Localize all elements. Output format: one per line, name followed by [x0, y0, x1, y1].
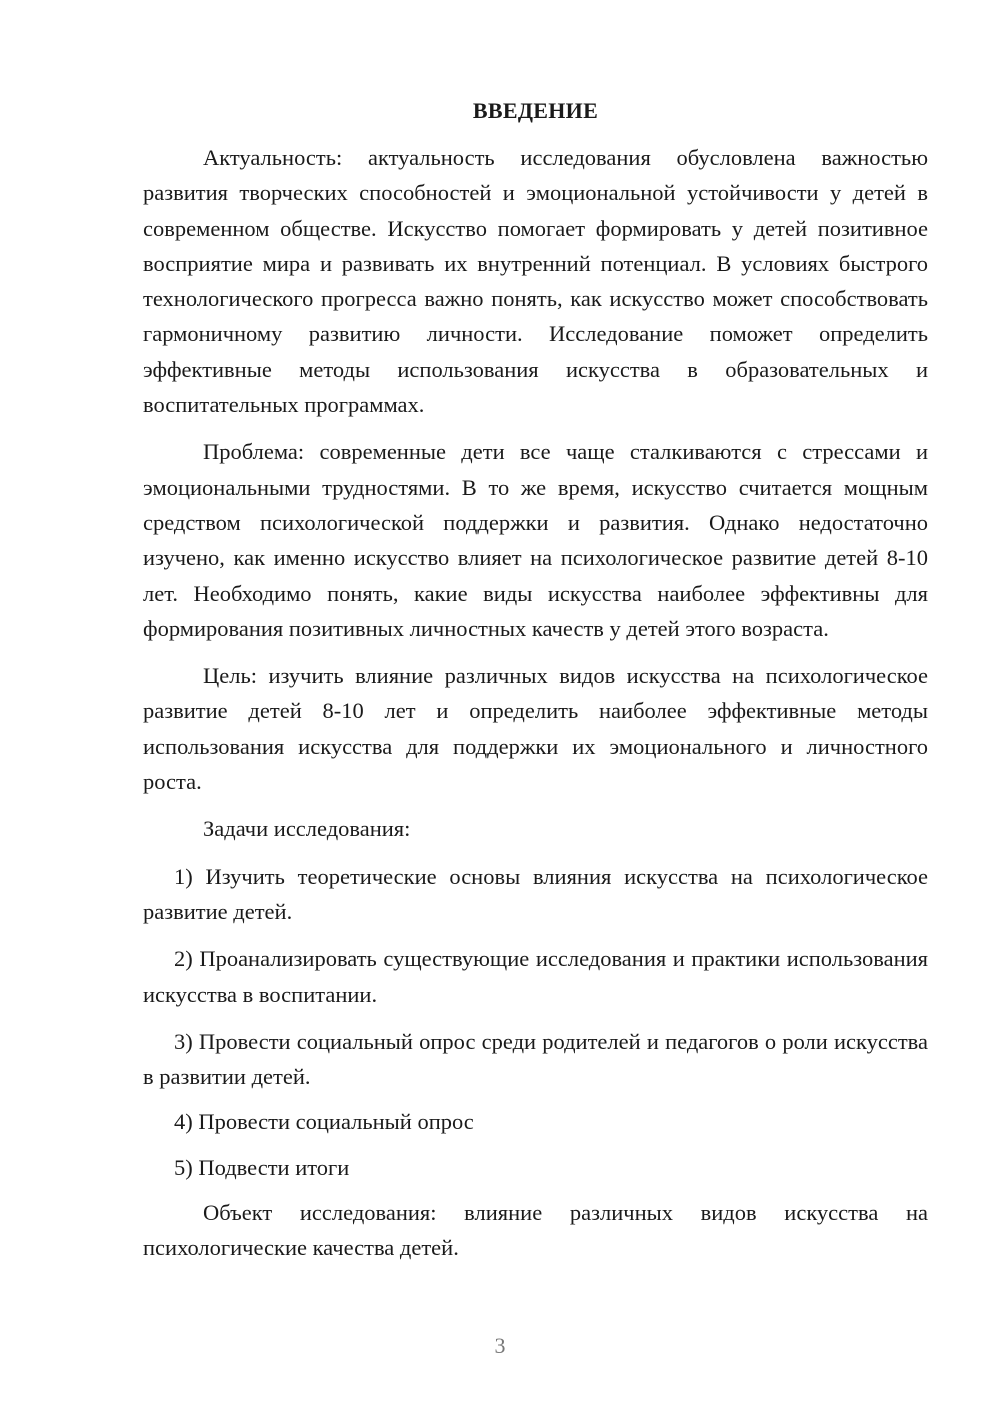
task-item-5: 5) Подвести итоги: [174, 1154, 350, 1180]
object-paragraph: Объект исследования: влияние различных видов искусства на психологические качества детей.: [143, 1200, 928, 1261]
task-item-1: 1) Изучить теоретические основы влияния искусства на психологическое развитие детей.: [143, 863, 928, 924]
relevance-paragraph: Актуальность: актуальность исследования обусловлена важностью развития творческих способностей и эмоциональной устойчивости у детей в современном обществе. Искусство помогает формировать у детей позитивное восприятие мира и развивать их внутренний потенциал. В условиях быстрого технологического прогресса важно понять, как искусство может способствовать гармоничному развитию личности. Исследование поможет определить эффективные методы использования искусства в образовательных и воспитательных программах.: [143, 145, 928, 418]
problem-paragraph: Проблема: современные дети все чаще сталкиваются с стрессами и эмоциональными трудностями. В то же время, искусство считается мощным средством психологической поддержки и развития. Однако недостаточно изучено, как именно искусство влияет на психологическое развитие детей 8-10 лет. Необходимо понять, какие виды искусства наиболее эффективны для формирования позитивных личностных качеств у детей этого возраста.: [143, 439, 928, 641]
task-item-3: 3) Провести социальный опрос среди родителей и педагогов о роли искусства в развитии детей.: [143, 1028, 928, 1090]
goal-paragraph: Цель: изучить влияние различных видов искусства на психологическое развитие детей 8-10 лет и определить наиболее эффективные методы использования искусства для поддержки их эмоционального и личностного роста.: [143, 663, 928, 795]
section-title: ВВЕДЕНИЕ: [472, 98, 599, 123]
task-item-4: 4) Провести социальный опрос: [174, 1109, 474, 1135]
task-item-2: 2) Проанализировать существующие исследования и практики использования искусства в воспитании.: [143, 946, 928, 1007]
document-body: [143, 140, 928, 1266]
page-number: 3: [494, 1333, 506, 1358]
tasks-heading: Задачи исследования:: [203, 816, 411, 842]
